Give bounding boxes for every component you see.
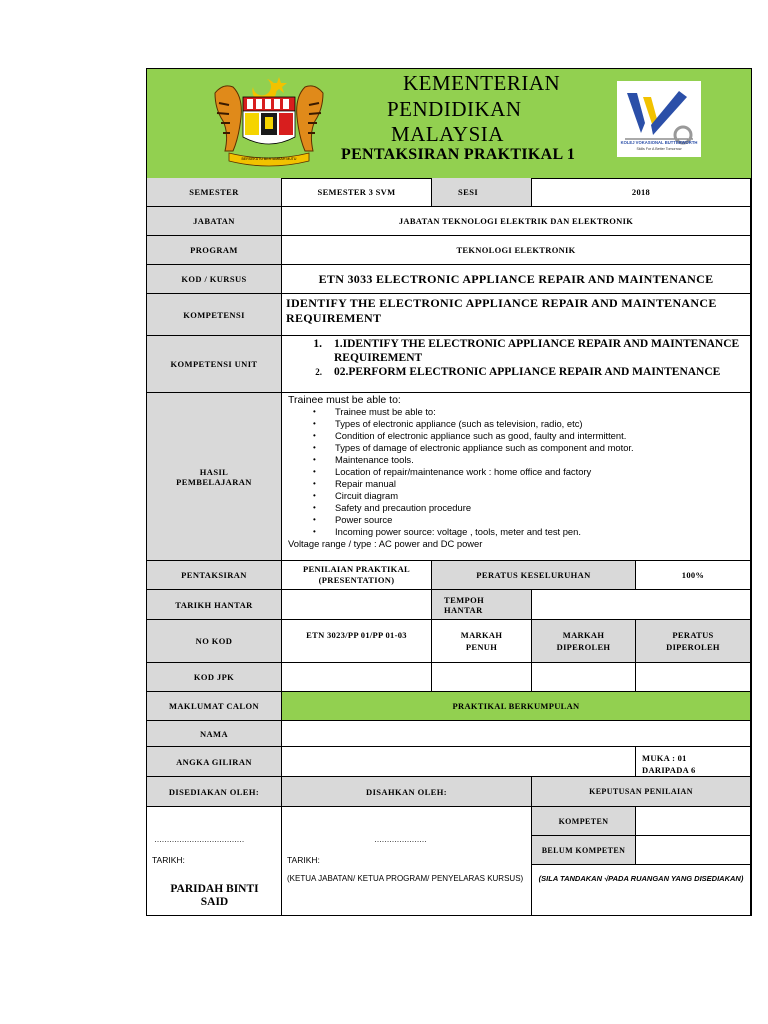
kompetensi-unit-list xyxy=(282,336,751,393)
markah-diperoleh-field[interactable] xyxy=(532,663,636,692)
sila-note-cell xyxy=(532,865,751,915)
signature-line: ………………… xyxy=(374,835,427,844)
sesi-value: 2018 xyxy=(532,178,751,207)
svg-text:KOLEJ VOKASIONAL BUTTERWORTH: KOLEJ VOKASIONAL BUTTERWORTH xyxy=(620,140,698,145)
kod-jpk-field[interactable] xyxy=(282,663,432,692)
tarikh-hantar-field[interactable] xyxy=(282,590,432,620)
nama-label: NAMA xyxy=(147,721,282,747)
list-item: • Types of damage of electronic appliance such as component and motor. xyxy=(335,442,750,454)
program-value: TEKNOLOGI ELEKTRONIK xyxy=(282,236,751,265)
semester-label: SEMESTER xyxy=(147,178,282,207)
muka-surat: MUKA : 01 DARIPADA 6 xyxy=(636,747,751,777)
unit-item: 2. 02.PERFORM ELECTRONIC APPLIANCE REPAIR AND MAINTENANCE xyxy=(315,366,721,378)
maklumat-calon-value: PRAKTIKAL BERKUMPULAN xyxy=(282,692,751,721)
kv-logo-icon xyxy=(617,81,701,157)
maklumat-calon-label: MAKLUMAT CALON xyxy=(147,692,282,721)
markah-diperoleh-label: MARKAH DIPEROLEH xyxy=(532,620,636,663)
semester-value: SEMESTER 3 SVM xyxy=(282,178,432,207)
list-item: • Power source xyxy=(335,514,750,526)
disediakan-oleh-field xyxy=(147,807,282,915)
no-kod-label: NO KOD xyxy=(147,620,282,663)
malaysia-crest-icon xyxy=(209,73,329,171)
college-logo xyxy=(617,81,701,157)
kompetensi-label: KOMPETENSI xyxy=(147,294,282,336)
list-item: • Safety and precaution procedure xyxy=(335,502,750,514)
unit-item: 1. 1.IDENTIFY THE ELECTRONIC APPLIANCE REPAIR AND MAINTENANCE REQUIREMENT xyxy=(313,338,740,364)
hasil-list xyxy=(288,406,750,538)
no-kod-value: ETN 3023/PP 01/PP 01-03 xyxy=(282,620,432,663)
list-item: • Types of electronic appliance (such as television, radio, etc) xyxy=(335,418,750,430)
pentaksiran-value: PENILAIAN PRAKTIKAL (PRESENTATION) xyxy=(282,561,432,590)
svg-text:Skills For A Better Tomorrow: Skills For A Better Tomorrow xyxy=(636,147,682,151)
tempoh-hantar-label: TEMPOH HANTAR xyxy=(432,590,532,620)
angka-giliran-label: ANGKA GILIRAN xyxy=(147,747,282,777)
jabatan-value: JABATAN TEKNOLOGI ELEKTRIK DAN ELEKTRONIK xyxy=(282,207,751,236)
tarikh-hantar-label: TARIKH HANTAR xyxy=(147,590,282,620)
signature-line: ……………………………… xyxy=(154,835,244,844)
keputusan-penilaian-label: KEPUTUSAN PENILAIAN xyxy=(532,777,751,807)
form-subtitle: PENTAKSIRAN PRAKTIKAL 1 xyxy=(341,146,576,163)
markah-penuh-field[interactable] xyxy=(432,663,532,692)
list-item: • Repair manual xyxy=(335,478,750,490)
sesi-label: SESI xyxy=(432,178,532,207)
list-item: • Condition of electronic appliance such as good, faulty and intermittent. xyxy=(335,430,750,442)
peratus-keseluruhan-value: 100% xyxy=(636,561,751,590)
list-item: • Trainee must be able to: xyxy=(335,406,750,418)
kompetensi-value: IDENTIFY THE ELECTRONIC APPLIANCE REPAIR AND MAINTENANCE REQUIREMENT xyxy=(282,294,751,336)
list-item: • Circuit diagram xyxy=(335,490,750,502)
markah-penuh-label: MARKAH PENUH xyxy=(432,620,532,663)
pentaksiran-label: PENTAKSIRAN xyxy=(147,561,282,590)
disahkan-oleh-field xyxy=(282,807,532,915)
kompeten-label: KOMPETEN xyxy=(532,807,636,836)
list-item: • Location of repair/maintenance work : home office and factory xyxy=(335,466,750,478)
ketua-note: (KETUA JABATAN/ KETUA PROGRAM/ PENYELARAS KURSUS) xyxy=(287,874,524,883)
sila-note: (SILA TANDAKAN √PADA RUANGAN YANG DISEDIAKAN) xyxy=(538,874,744,883)
disahkan-oleh-label: DISAHKAN OLEH: xyxy=(282,777,532,807)
hasil-pembelajaran-label: HASIL PEMBELAJARAN xyxy=(147,393,282,561)
svg-text:BERSEKUTU BERTAMBAH MUTU: BERSEKUTU BERTAMBAH MUTU xyxy=(241,157,297,161)
kod-kursus-label: KOD / KURSUS xyxy=(147,265,282,294)
title-line-2: PENDIDIKAN xyxy=(387,97,522,121)
title-line-1: KEMENTERIAN xyxy=(403,71,561,95)
tempoh-hantar-field[interactable] xyxy=(532,590,751,620)
tarikh-left: TARIKH: xyxy=(152,855,185,865)
program-label: PROGRAM xyxy=(147,236,282,265)
belum-kompeten-label: BELUM KOMPETEN xyxy=(532,836,636,865)
peratus-diperoleh-field[interactable] xyxy=(636,663,751,692)
hasil-outro: Voltage range / type : AC power and DC power xyxy=(288,538,483,549)
peratus-keseluruhan-label: PERATUS KESELURUHAN xyxy=(432,561,636,590)
kod-kursus-value: ETN 3033 ELECTRONIC APPLIANCE REPAIR AND MAINTENANCE xyxy=(282,265,751,294)
list-item: • Maintenance tools. xyxy=(335,454,750,466)
nama-field[interactable] xyxy=(282,721,751,747)
preparer-name: PARIDAH BINTI SAID xyxy=(170,883,259,908)
list-item: • Incoming power source: voltage , tools, meter and test pen. xyxy=(335,526,750,538)
kompetensi-unit-label: KOMPETENSI UNIT xyxy=(147,336,282,393)
kompeten-checkbox[interactable] xyxy=(636,807,751,836)
hasil-intro: Trainee must be able to: xyxy=(288,394,401,406)
peratus-diperoleh-label: PERATUS DIPEROLEH xyxy=(636,620,751,663)
assessment-form xyxy=(146,68,752,916)
angka-giliran-field[interactable] xyxy=(282,747,636,777)
form-header xyxy=(147,69,751,179)
tarikh-mid: TARIKH: xyxy=(287,855,320,865)
hasil-pembelajaran-content xyxy=(282,393,751,561)
belum-kompeten-checkbox[interactable] xyxy=(636,836,751,865)
title-line-3: MALAYSIA xyxy=(391,122,504,146)
kod-jpk-label: KOD JPK xyxy=(147,663,282,692)
disediakan-oleh-label: DISEDIAKAN OLEH: xyxy=(147,777,282,807)
jabatan-label: JABATAN xyxy=(147,207,282,236)
